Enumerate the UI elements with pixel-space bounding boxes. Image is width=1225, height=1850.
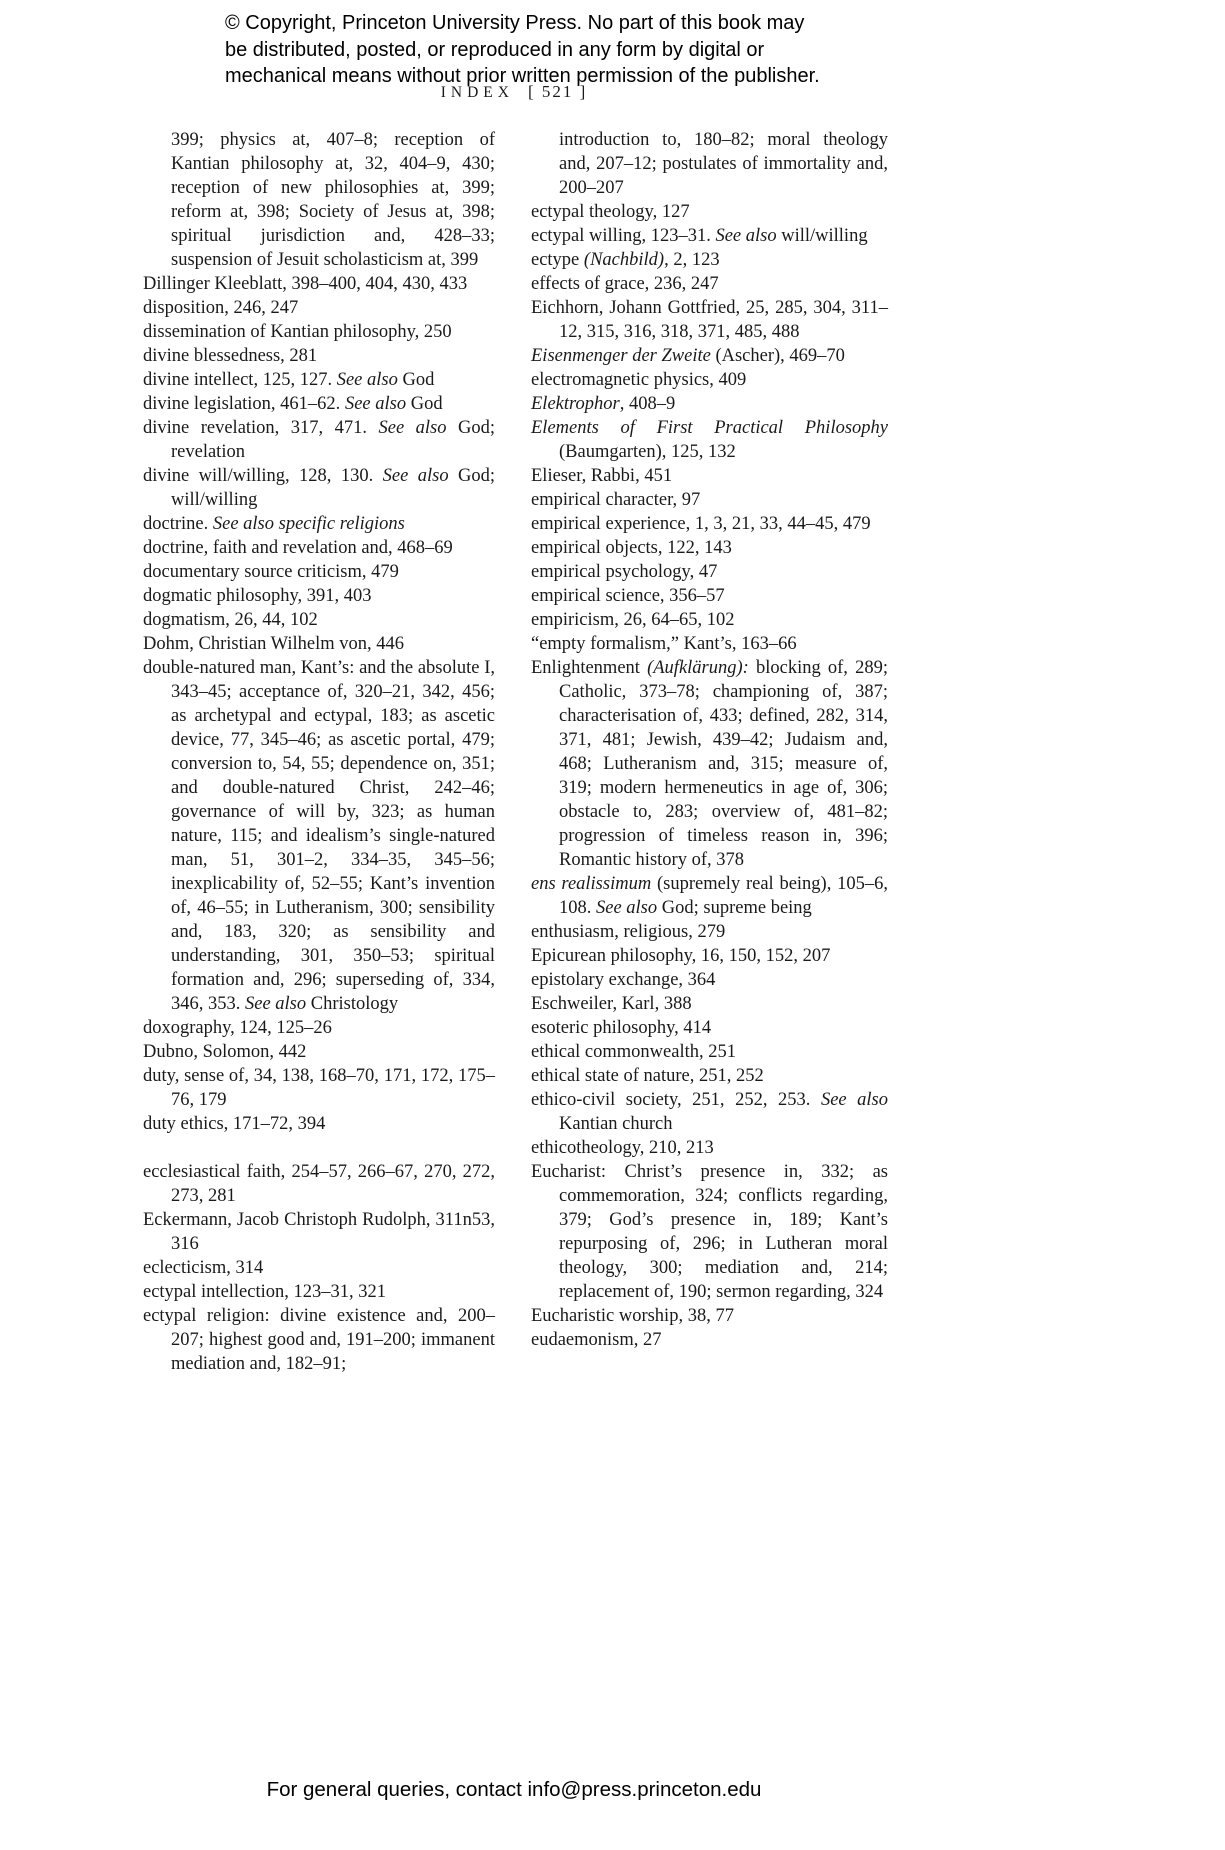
entry-text: introduction to, 180–82; moral theology and, 207–12; postulates of immortality and, 200–207 xyxy=(559,130,888,198)
index-entry xyxy=(143,392,495,416)
index-entry xyxy=(531,128,888,200)
entry-text: , 2, 123 xyxy=(664,250,720,270)
entry-text-italic: See also xyxy=(820,1090,888,1110)
entry-text: Eckermann, Jacob Christoph Rudolph, 311n53, 316 xyxy=(143,1210,495,1254)
entry-text: Enlightenment xyxy=(531,658,648,678)
index-entry xyxy=(531,200,888,224)
index-entry xyxy=(531,224,888,248)
index-entry xyxy=(531,392,888,416)
entry-text: empirical psychology, 47 xyxy=(531,562,718,582)
entry-text: doctrine. xyxy=(143,514,213,534)
entry-text: ethicotheology, 210, 213 xyxy=(531,1138,714,1158)
index-column-left xyxy=(143,128,495,1376)
index-entry xyxy=(531,608,888,632)
entry-text: enthusiasm, religious, 279 xyxy=(531,922,726,942)
index-entry xyxy=(143,632,495,656)
entry-text-italic: (Nachbild) xyxy=(583,250,665,270)
index-entry xyxy=(143,464,495,512)
index-entry xyxy=(143,1112,495,1136)
entry-text: dogmatism, 26, 44, 102 xyxy=(143,610,318,630)
running-head xyxy=(143,82,885,102)
entry-text: empirical science, 356–57 xyxy=(531,586,725,606)
entry-text: will/willing xyxy=(776,226,868,246)
index-entry xyxy=(143,320,495,344)
entry-text: eclecticism, 314 xyxy=(143,1258,264,1278)
index-entry xyxy=(143,128,495,272)
entry-text: empirical character, 97 xyxy=(531,490,701,510)
index-entry xyxy=(531,1304,888,1328)
copyright-notice: © Copyright, Princeton University Press. No part of this book may be distributed, posted, or reproduced in any form by digital or mechanical means without prior written permission of the publisher. xyxy=(225,12,820,87)
index-entry xyxy=(143,272,495,296)
index-entry xyxy=(531,344,888,368)
page-number: [ 521 ] xyxy=(527,82,588,101)
index-entry xyxy=(531,464,888,488)
entry-text: Eucharistic worship, 38, 77 xyxy=(531,1306,734,1326)
index-entry xyxy=(531,992,888,1016)
index-entry xyxy=(531,536,888,560)
entry-text: ectypal religion: divine existence and, 200–207; highest good and, 191–200; immanent mediation and, 182–91; xyxy=(143,1306,495,1374)
index-entry xyxy=(531,632,888,656)
entry-text-italic: Eisenmenger der Zweite xyxy=(531,346,711,366)
entry-text: ecclesiastical faith, 254–57, 266–67, 270, 272, 273, 281 xyxy=(143,1162,495,1206)
index-entry xyxy=(531,248,888,272)
entry-text: (Ascher), 469–70 xyxy=(710,346,845,366)
index-entry xyxy=(143,1160,495,1208)
entry-text: effects of grace, 236, 247 xyxy=(531,274,719,294)
index-entry xyxy=(531,584,888,608)
entry-text-italic: See also xyxy=(596,898,658,918)
entry-text: divine intellect, 125, 127. xyxy=(143,370,337,390)
index-entry xyxy=(143,1256,495,1280)
entry-text: ectypal theology, 127 xyxy=(531,202,690,222)
entry-text: Christology xyxy=(306,994,399,1014)
entry-text-italic: ens realissimum xyxy=(531,874,652,894)
entry-text: Dillinger Kleeblatt, 398–400, 404, 430, 433 xyxy=(143,274,468,294)
entry-text: divine revelation, 317, 471. xyxy=(143,418,379,438)
entry-text: duty ethics, 171–72, 394 xyxy=(143,1114,326,1134)
index-entry xyxy=(531,1136,888,1160)
index-entry xyxy=(143,1040,495,1064)
index-entry xyxy=(143,584,495,608)
entry-text-italic: (Aufklärung): xyxy=(647,658,749,678)
entry-text: Dohm, Christian Wilhelm von, 446 xyxy=(143,634,404,654)
entry-text-italic: Elektrophor xyxy=(531,394,620,414)
index-entry xyxy=(143,1304,495,1376)
entry-text: epistolary exchange, 364 xyxy=(531,970,716,990)
entry-text: divine legislation, 461–62. xyxy=(143,394,345,414)
entry-text-italic: See also xyxy=(382,466,449,486)
index-title: INDEX xyxy=(440,84,514,101)
entry-text: ectype xyxy=(531,250,584,270)
entry-text: God xyxy=(397,370,435,390)
entry-text-italic: See also xyxy=(715,226,777,246)
index-entry xyxy=(143,368,495,392)
entry-text: God; will/willing xyxy=(171,466,495,510)
entry-text: Kantian church xyxy=(559,1114,673,1134)
index-entry xyxy=(531,872,888,920)
entry-text: 399; physics at, 407–8; reception of Kantian philosophy at, 32, 404–9, 430; reception of new philosophies at, 399; reform at, 398; Society of Jesus at, 398; spiritual jurisdiction and, 428–33; suspension of Jesuit scholasticism at, 399 xyxy=(171,130,495,270)
index-entry xyxy=(531,488,888,512)
index-column-right xyxy=(531,128,888,1376)
entry-text-italic: See also xyxy=(378,418,447,438)
entry-text: eudaemonism, 27 xyxy=(531,1330,662,1350)
index-entry xyxy=(143,1208,495,1256)
index-entry xyxy=(143,296,495,320)
index-entry xyxy=(531,1016,888,1040)
index-entry xyxy=(143,560,495,584)
index-entry xyxy=(531,1040,888,1064)
entry-text: double-natured man, Kant’s: and the absolute I, 343–45; acceptance of, 320–21, 342, 456; as archetypal and ectypal, 183; as ascetic device, 77, 345–46; as ascetic portal, 479; conversion to, 54, 55; dependence on, 351; and double-natured Christ, 242–46; governance of will by, 323; as human nature, 115; and idealism’s single-natured man, 51, 301–2, 334–35, 345–56; inexplicability of, 52–55; Kant’s invention of, 46–55; in Lutheranism, 300; sensibility and, 183, 320; as sensibility and understanding, 301, 350–53; spiritual formation and, 296; superseding of, 334, 346, 353. xyxy=(143,658,495,1014)
index-entry xyxy=(143,608,495,632)
entry-text: doctrine, faith and revelation and, 468–69 xyxy=(143,538,453,558)
entry-text: Elieser, Rabbi, 451 xyxy=(531,466,673,486)
entry-text: ectypal willing, 123–31. xyxy=(531,226,716,246)
index-entry xyxy=(143,344,495,368)
entry-text: God; supreme being xyxy=(657,898,812,918)
entry-text: dissemination of Kantian philosophy, 250 xyxy=(143,322,452,342)
index-entry xyxy=(143,1064,495,1112)
entry-text-italic: See also specific religions xyxy=(212,514,405,534)
index-entry xyxy=(531,512,888,536)
entry-text: (Baumgarten), 125, 132 xyxy=(559,442,736,462)
index-entry xyxy=(531,1088,888,1136)
index-entry xyxy=(143,1280,495,1304)
entry-text: doxography, 124, 125–26 xyxy=(143,1018,332,1038)
entry-text: God; revelation xyxy=(171,418,495,462)
entry-text: disposition, 246, 247 xyxy=(143,298,299,318)
entry-text: “empty formalism,” Kant’s, 163–66 xyxy=(531,634,797,654)
entry-text: Eucharist: Christ’s presence in, 332; as commemoration, 324; conflicts regarding, 379; God’s presence in, 189; Kant’s repurposing of, 296; in Lutheran moral theology, 300; mediation and, 214; replacement of, 190; sermon regarding, 324 xyxy=(531,1162,888,1302)
entry-text: empiricism, 26, 64–65, 102 xyxy=(531,610,735,630)
index-entry xyxy=(531,296,888,344)
entry-text: Epicurean philosophy, 16, 150, 152, 207 xyxy=(531,946,831,966)
entry-text: divine blessedness, 281 xyxy=(143,346,318,366)
index-entry xyxy=(531,656,888,872)
entry-text: empirical experience, 1, 3, 21, 33, 44–45, 479 xyxy=(531,514,871,534)
entry-text: Eichhorn, Johann Gottfried, 25, 285, 304, 311–12, 315, 316, 318, 371, 485, 488 xyxy=(531,298,888,342)
entry-text: ethical commonwealth, 251 xyxy=(531,1042,736,1062)
index-entry xyxy=(143,656,495,1016)
entry-text: electromagnetic physics, 409 xyxy=(531,370,747,390)
index-entry xyxy=(531,944,888,968)
index-entry xyxy=(531,272,888,296)
entry-text: divine will/willing, 128, 130. xyxy=(143,466,383,486)
index-columns xyxy=(143,128,888,1376)
entry-text-italic: Elements of First Practical Philosophy xyxy=(531,418,888,438)
entry-text: ethical state of nature, 251, 252 xyxy=(531,1066,764,1086)
index-entry xyxy=(531,1160,888,1304)
entry-text: duty, sense of, 34, 138, 168–70, 171, 172, 175–76, 179 xyxy=(143,1066,495,1110)
entry-text: esoteric philosophy, 414 xyxy=(531,1018,712,1038)
index-entry xyxy=(143,416,495,464)
entry-text: (supremely real being), 105–6, 108. xyxy=(559,874,888,918)
index-entry xyxy=(531,1064,888,1088)
entry-text: dogmatic philosophy, 391, 403 xyxy=(143,586,372,606)
index-entry xyxy=(531,920,888,944)
index-entry xyxy=(531,1328,888,1352)
index-entry xyxy=(143,536,495,560)
entry-text: blocking of, 289; Catholic, 373–78; championing of, 387; characterisation of, 433; defined, 282, 314, 371, 481; Jewish, 439–42; Judaism and, 468; Lutheranism and, 315; measure of, 319; modern hermeneutics in age of, 306; obstacle to, 283; overview of, 481–82; progression of timeless reason in, 396; Romantic history of, 378 xyxy=(559,658,888,870)
index-entry xyxy=(531,560,888,584)
entry-text: ectypal intellection, 123–31, 321 xyxy=(143,1282,387,1302)
entry-text: empirical objects, 122, 143 xyxy=(531,538,732,558)
entry-text: Eschweiler, Karl, 388 xyxy=(531,994,692,1014)
entry-text: ethico-civil society, 251, 252, 253. xyxy=(531,1090,821,1110)
index-entry xyxy=(531,968,888,992)
footer-contact: For general queries, contact info@press.princeton.edu xyxy=(266,1778,762,1801)
index-entry xyxy=(143,512,495,536)
index-entry xyxy=(143,1016,495,1040)
index-entry xyxy=(531,368,888,392)
index-entry xyxy=(531,416,888,464)
entry-text: God xyxy=(406,394,443,414)
entry-text-italic: See also xyxy=(336,370,398,390)
entry-text-italic: See also xyxy=(245,994,307,1014)
entry-text: Dubno, Solomon, 442 xyxy=(143,1042,307,1062)
entry-text-italic: See also xyxy=(344,394,407,414)
entry-text: documentary source criticism, 479 xyxy=(143,562,399,582)
entry-text: , 408–9 xyxy=(619,394,676,414)
